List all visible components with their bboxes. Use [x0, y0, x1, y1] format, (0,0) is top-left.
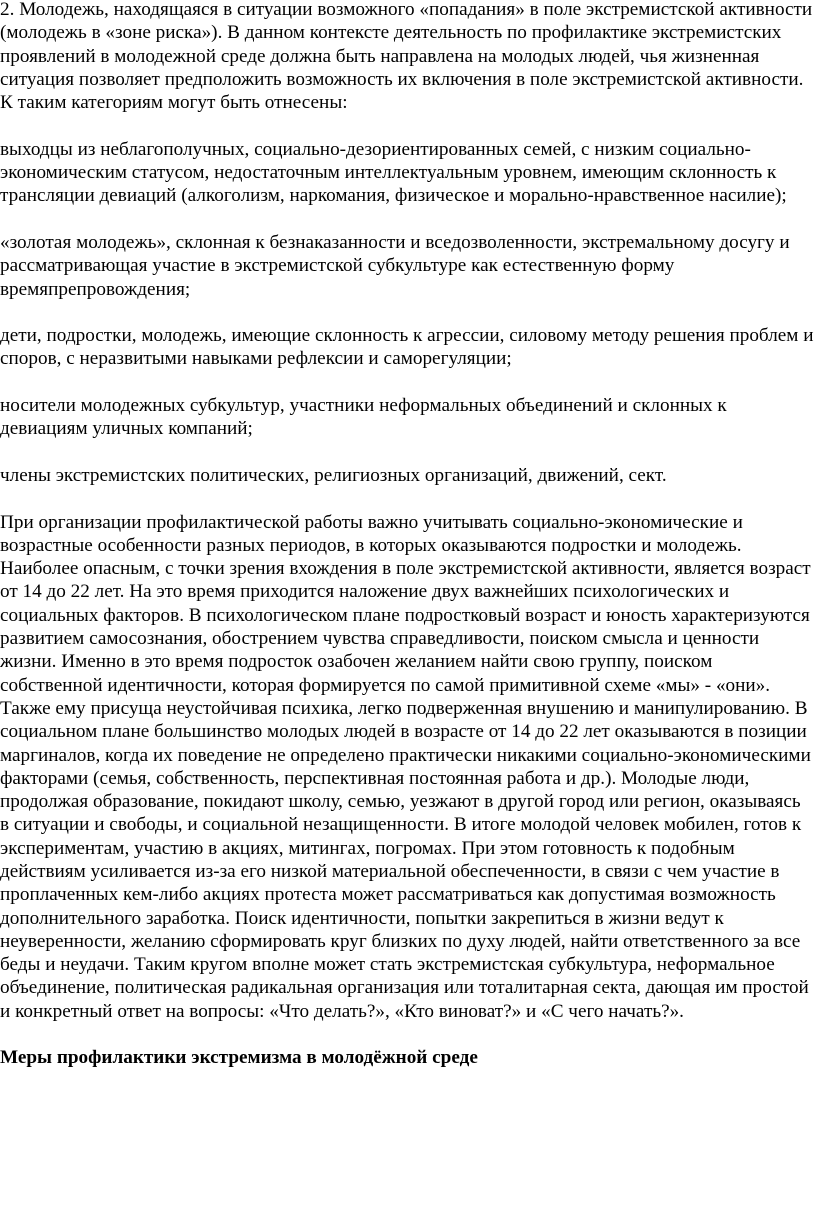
section-heading: Меры профилактики экстремизма в молодёжной среде [0, 1047, 478, 1069]
list-item-extremist-organizations: члены экстремистских политических, религиозных организаций, движений, сект. [0, 464, 667, 486]
list-item-subculture-members: носители молодежных субкультур, участники неформальных объединений и склонных к девиациям уличных компаний; [0, 395, 727, 440]
paragraph-prevention-work: При организации профилактической работы важно учитывать социально-экономические и возрастные особенности разных периодов, в которых оказываются подростки и молодежь. Наиболее опасным, с точки зрения вхождения в поле экстремистской активности, является возраст от 14 до 22 лет. На это время приходится наложение двух важнейших психологических и социальных факторов. В психологическом плане подростковый возраст и юность характеризуются развитием самосознания, обострением чувства справедливости, поиском смысла и ценности жизни. Именно в это время подросток озабочен желанием найти свою группу, поиском собственной идентичности, которая формируется по самой примитивной схеме «мы» - «они». Также ему присуща неустойчивая психика, легко подверженная внушению и манипулированию. В социальном плане большинство молодых людей в возрасте от 14 до 22 лет оказываются в позиции маргиналов, когда их поведение не определено практически никакими социально-экономическими факторами (семья, собственность, перспективная постоянная работа и др.). Молодые люди, продолжая образование, покидают школу, семью, уезжают в другой город или регион, оказываясь в ситуации и свободы, и социальной незащищенности. В итоге молодой человек мобилен, готов к экспериментам, участию в акциях, митингах, погромах. При этом готовность к подобным действиям усиливается из-за его низкой материальной обеспеченности, в связи с чем участие в проплаченных кем-либо акциях протеста может рассматриваться как допустимая возможность дополнительного заработка. Поиск идентичности, попытки закрепиться в жизни ведут к неуверенности, желанию сформировать круг близких по духу людей, найти ответственного за все беды и неудачи. Таким кругом вполне может стать экстремистская субкультура, неформальное объединение, политическая радикальная организация или тоталитарная секта, дающая им простой и конкретный ответ на вопросы: «Что делать?», «Кто виноват?» и «С чего начать?». [0, 511, 811, 1022]
list-item-golden-youth: «золотая молодежь», склонная к безнаказанности и вседозволенности, экстремальному досугу и рассматривающая участие в экстремистской субкультуре как естественную форму времяпрепровождения; [0, 231, 790, 300]
list-item-aggressive-youth: дети, подростки, молодежь, имеющие склонность к агрессии, силовому методу решения проблем и споров, с неразвитыми навыками рефлексии и саморегуляции; [0, 325, 814, 370]
paragraph-youth-risk-zone: 2. Молодежь, находящаяся в ситуации возможного «попадания» в поле экстремистской активности (молодежь в «зоне риска»). В данном контексте деятельность по профилактике экстремистских проявлений в молодежной среде должна быть направлена на молодых людей, чья жизненная ситуация позволяет предположить возможность их включения в поле экстремистской активности. К таким категориям могут быть отнесены: [0, 0, 813, 114]
list-item-dysfunctional-families: выходцы из неблагополучных, социально-дезориентированных семей, с низким социально-экономическим статусом, недостаточным интеллектуальным уровнем, имеющим склонность к трансляции девиаций (алкоголизм, наркомания, физическое и морально-нравственное насилие); [0, 138, 787, 207]
